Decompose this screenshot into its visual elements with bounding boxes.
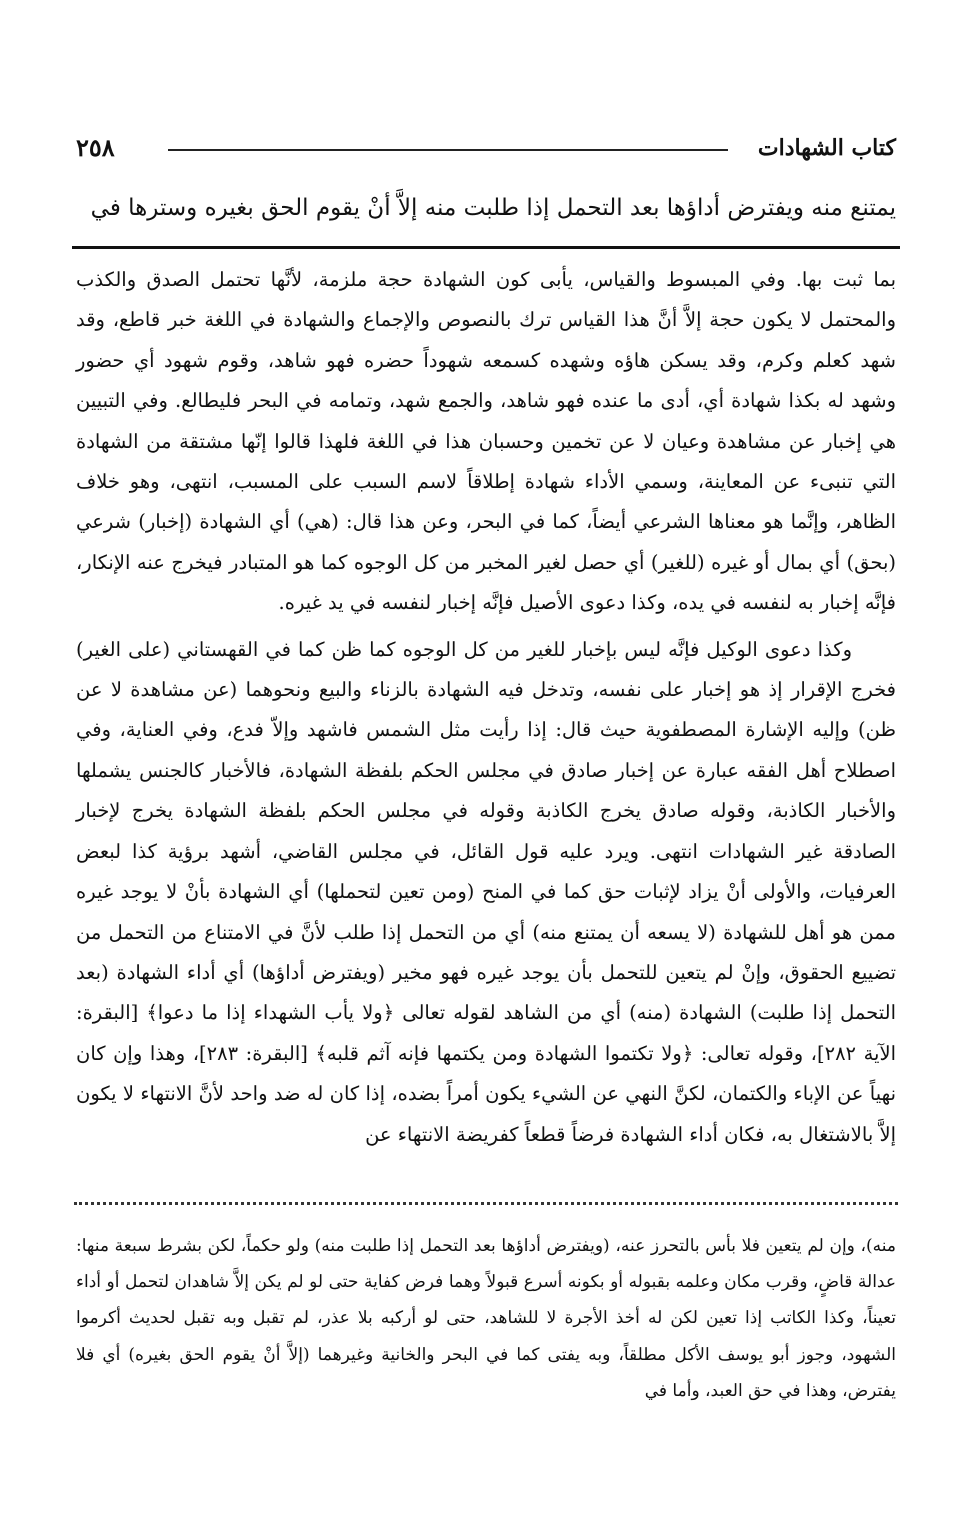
main-text-rule [72, 246, 900, 249]
book-title: كتاب الشهادات [757, 135, 896, 161]
dotted-separator [74, 1202, 898, 1209]
page-number: ٢٥٨ [76, 133, 115, 162]
running-header [76, 128, 896, 168]
main-text: يمتنع منه ويفترض أداؤها بعد التحمل إذا طلبت منه إلاَّ أنْ يقوم الحق بغيره وسترها في [90, 195, 896, 221]
commentary-paragraph: بما ثبت بها. وفي المبسوط والقياس، يأبى كون الشهادة حجة ملزمة، لأنَّها تحتمل الصدق والكذب والمحتمل لا يكون حجة إلاَّ أنَّ هذا القياس ترك بالنصوص والإجماع والشهادة في اللغة خبر قاطع، وقد شهد كعلم وكرم، وقد يسكن هاؤه وشهده كسمعه شهوداً حضره فهو شاهد، وقوم شهود أي حضور وشهد له بكذا شهادة أي، أدى ما عنده فهو شاهد، والجمع شهد، وتمامه في البحر فليطالع. وفي التبيين هي إخبار عن مشاهدة وعيان لا عن تخمين وحسبان هذا في اللغة فلهذا قالوا إنّها مشتقة من الشهادة التي تنبىء عن المعاينة، وسمي الأداء شهادة إطلاقاً لاسم السبب على المسبب، انتهى، وهو خلاف الظاهر، وإنَّما هو معناها الشرعي أيضاً، كما في البحر، وعن هذا قال: (هي) أي الشهادة (إخبار) شرعي (بحق) أي بمال أو غيره (للغير) أي حصل لغير المخبر من كل الوجوه كما هو المتبادر فيخرج عنه الإنكار، فإنَّه إخبار به لنفسه في يده، وكذا دعوى الأصيل فإنَّه إخبار لنفسه في يد غيره. [76, 268, 896, 615]
commentary [76, 260, 896, 1155]
header-rule [168, 149, 728, 151]
commentary-paragraph: وكذا دعوى الوكيل فإنَّه ليس بإخبار للغير من كل الوجوه كما ظن كما في القهستاني (على الغير) فخرج الإقرار إذ هو إخبار على نفسه، وتدخل فيه الشهادة بالزناء والبيع ونحوهما (عن مشاهدة لا عن ظن) وإليه الإشارة المصطفوية حيث قال: إذا رأيت مثل الشمس فاشهد وإلاّ فدع، وفي العناية، وفي اصطلاح أهل الفقه عبارة عن إخبار صادق في مجلس الحكم بلفظة الشهادة، فالأخبار كالجنس يشملها والأخبار الكاذبة، وقوله صادق يخرج الكاذبة وقوله في مجلس الحكم بلفظة الشهادة يخرج لإخبار الصادقة غير الشهادات انتهى. ويرد عليه قول القائل، في مجلس القاضي، أشهد برؤية كذا لبعض العرفيات، والأولى أنْ يزاد لإثبات حق كما في المنح (ومن تعين لتحملها) أي الشهادة بأنْ لا يوجد غيره ممن هو أهل للشهادة (لا يسعه أن يمتنع منه) أي من التحمل إذا طلب لأنَّ في الامتناع من التحمل من تضييع الحقوق، وإنْ لم يتعين للتحمل بأن يوجد غيره فهو مخير (ويفترض أداؤها) أي أداء الشهادة (بعد التحمل إذا طلبت) الشهادة (منه) أي من الشاهد لقوله تعالى ﴿ولا يأب الشهداء إذا ما دعوا﴾ [البقرة: الآية ٢٨٢]، وقوله تعالى: ﴿ولا تكتموا الشهادة ومن يكتمها فإنه آثم قلبه﴾ [البقرة: ٢٨٣]، وهذا وإن كان نهياً عن الإباء والكتمان، لكنَّ النهي عن الشيء يكون أمراً بضده، إذا كان له ضد واحد لأنَّ الانتهاء لا يكون إلاَّ بالاشتغال به، فكان أداء الشهادة فرضاً قطعاً كفريضة الانتهاء عن [76, 637, 896, 1146]
footnote-text: منه)، وإن لم يتعين فلا بأس بالتحرز عنه، (ويفترض أداؤها بعد التحمل إذا طلبت منه) ولو حكماً، لكن بشرط سبعة منها: عدالة قاضٍ، وقرب مكان وعلمه بقبوله أو بكونه أسرع قبولاً وهما فرض كفاية حتى لو لم يكن إلاَّ شاهدان لتحمل أو أداء تعيناً، وكذا الكاتب إذا تعين لكن له أخذ الأجرة لا للشاهد، حتى لو أركبه بلا عذر، لم تقبل وبه تقبل لحديث أكرموا الشهود، وجوز أبو يوسف الأكل مطلقاً، وبه يفتى كما في البحر والخانية وغيرهما (إلاَّ أنْ يقوم الحق بغيره) أي فلا يفترض، وهذا في حق العبد، وأما في [76, 1236, 896, 1401]
